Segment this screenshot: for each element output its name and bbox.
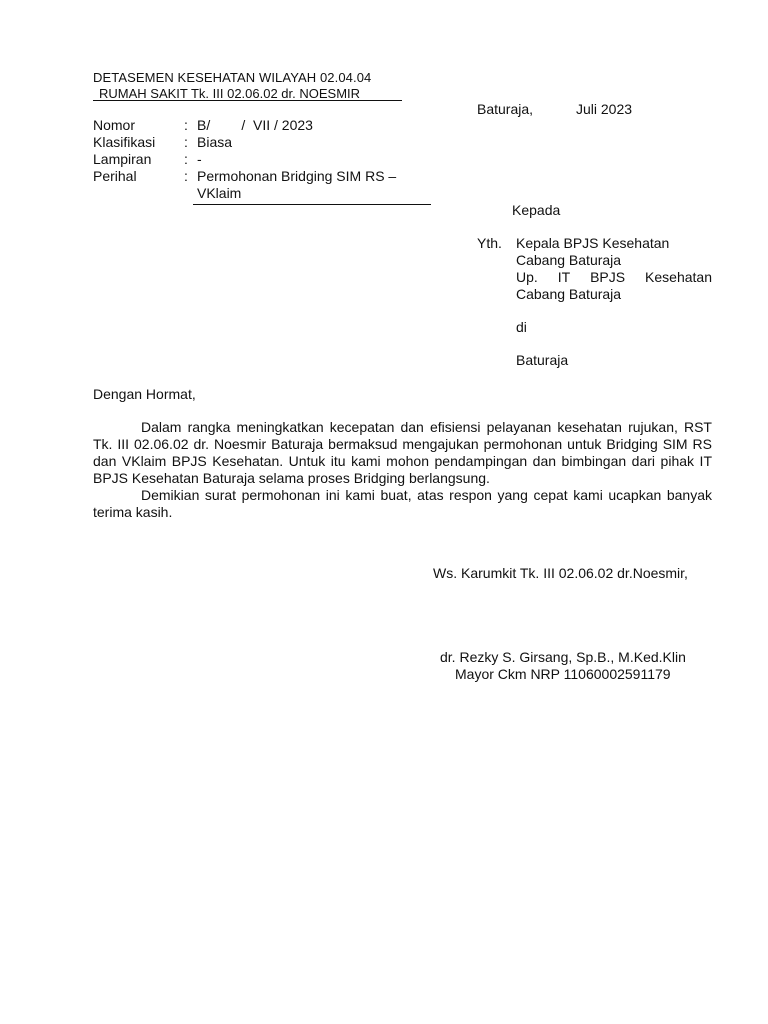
klasifikasi-value: Biasa <box>197 134 233 150</box>
kepada-label: Kepada <box>512 202 561 218</box>
letterhead-institution: DETASEMEN KESEHATAN WILAYAH 02.04.04 <box>93 70 372 85</box>
perihal-sep: : <box>184 168 188 184</box>
yth-label: Yth. <box>477 235 502 251</box>
perihal-underline <box>193 204 431 205</box>
month-year: Juli 2023 <box>576 101 633 117</box>
signatory-name: dr. Rezky S. Girsang, Sp.B., M.Ked.Klin <box>440 649 686 665</box>
signatory-rank: Mayor Ckm NRP 11060002591179 <box>455 666 671 682</box>
perihal-value-line2: VKlaim <box>197 185 242 201</box>
recipient-line3-bpjs: BPJS <box>590 269 626 285</box>
perihal-value-line1: Permohonan Bridging SIM RS – <box>197 168 397 184</box>
klasifikasi-sep: : <box>184 134 188 150</box>
klasifikasi-label: Klasifikasi <box>93 134 156 150</box>
lampiran-label: Lampiran <box>93 151 152 167</box>
body-paragraph-2: Demikian surat permohonan ini kami buat, atas respon yang cepat kami ucapkan banyak terima kasih. <box>93 487 712 520</box>
lampiran-value: - <box>197 151 202 167</box>
recipient-line1: Kepala BPJS Kesehatan <box>516 235 670 251</box>
body-paragraph-1: Dalam rangka meningkatkan kecepatan dan efisiensi pelayanan kesehatan rujukan, RST Tk. III 02.06.02 dr. Noesmir Baturaja bermaksud mengajukan permohonan untuk Bridging SIM RS dan VKlaim BPJS Kesehatan. Untuk itu kami mohon pendampingan dan bimbingan dari pihak IT BPJS Kesehatan Baturaja selama proses Bridging berlangsung. <box>93 419 712 486</box>
nomor-label: Nomor <box>93 117 136 133</box>
recipient-line2: Cabang Baturaja <box>516 252 622 268</box>
nomor-sep: : <box>184 117 188 133</box>
place-date <box>477 101 633 118</box>
letterhead-hospital: RUMAH SAKIT Tk. III 02.06.02 dr. NOESMIR <box>99 86 361 101</box>
recipient-line4: Cabang Baturaja <box>516 286 622 302</box>
letter-body <box>93 419 712 521</box>
recipient-line3-up: Up. <box>516 269 538 285</box>
signature-closing: Ws. Karumkit Tk. III 02.06.02 dr.Noesmir, <box>433 565 688 581</box>
nomor-value: B/ / VII / 2023 <box>197 117 313 133</box>
perihal-label: Perihal <box>93 168 137 184</box>
recipient-address <box>516 235 712 303</box>
recipient-line3 <box>516 269 712 286</box>
place: Baturaja, <box>477 101 534 117</box>
salutation: Dengan Hormat, <box>93 386 196 402</box>
di-label: di <box>516 319 527 335</box>
letterhead-underline <box>93 100 402 101</box>
lampiran-sep: : <box>184 151 188 167</box>
recipient-line3-kesehatan: Kesehatan <box>645 269 712 285</box>
recipient-city: Baturaja <box>516 352 569 368</box>
recipient-line3-it: IT <box>557 269 571 285</box>
